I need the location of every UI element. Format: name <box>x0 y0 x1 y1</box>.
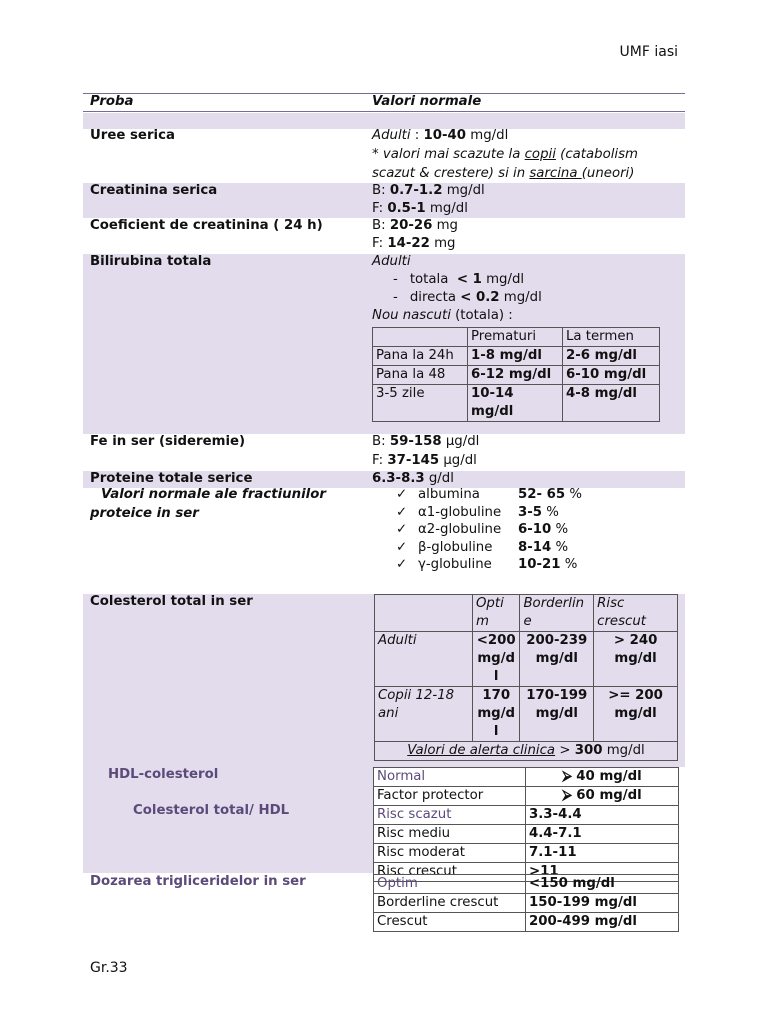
table-cell: Adulti <box>375 632 473 687</box>
table-cell: Optim <box>472 595 519 632</box>
list-item-value: 6-10 % <box>518 522 569 537</box>
table-row <box>375 595 678 632</box>
list-item-value: 52- 65 % <box>518 487 583 502</box>
table-cell: Prematuri <box>468 328 563 347</box>
list-item-value: 8-14 % <box>518 540 569 555</box>
creatinina-b: B: 0.7-1.2 mg/dl <box>372 183 485 198</box>
table-cell: 4.4-7.1 <box>526 825 679 844</box>
coef-b: B: 20-26 mg <box>372 218 458 233</box>
table-cell: 3.3-4.4 <box>526 806 679 825</box>
table-row <box>374 875 679 894</box>
table-row <box>374 787 679 806</box>
table-row <box>374 913 679 932</box>
fe-label: Fe in ser (sideremie) <box>90 434 246 449</box>
table-header-rule <box>83 111 685 112</box>
table-cell <box>375 595 473 632</box>
table-cell <box>373 328 468 347</box>
table-cell: <150 mg/dl <box>526 875 679 894</box>
table-cell: 6-12 mg/dl <box>468 366 563 385</box>
list-item-value: 10-21 % <box>518 557 578 572</box>
fe-f: F: 37-145 µg/dl <box>372 453 477 468</box>
colesterol-label: Colesterol total in ser <box>90 594 253 609</box>
shaded-row <box>83 113 685 129</box>
uree-line1: Adulti : 10-40 mg/dl <box>372 128 509 143</box>
check-icon: ✓ <box>396 505 408 520</box>
bilirubina-directa: - directa < 0.2 mg/dl <box>393 290 542 305</box>
ratio-label: Colesterol total/ HDL <box>133 803 290 818</box>
table-row <box>375 687 678 742</box>
table-cell: Copii 12-18 ani <box>375 687 473 742</box>
bilirubina-label: Bilirubina totala <box>90 254 212 269</box>
table-cell: 3-5 zile <box>373 385 468 422</box>
table-cell: Risc crescut <box>374 863 526 882</box>
table-cell: Borderline crescut <box>374 894 526 913</box>
table-cell: >11 <box>526 863 679 882</box>
table-cell: 200-239 mg/dl <box>520 632 594 687</box>
table-row <box>374 825 679 844</box>
hdl-label: HDL-colesterol <box>108 767 219 782</box>
table-cell: Risc scazut <box>374 806 526 825</box>
list-item: albumina <box>418 487 480 502</box>
table-row <box>373 385 660 422</box>
table-row <box>373 347 660 366</box>
list-item: γ-globuline <box>418 557 492 572</box>
uree-line3: scazut & crestere) si in sarcina (uneori) <box>372 166 635 181</box>
check-icon: ✓ <box>396 557 408 572</box>
table-row <box>373 328 660 347</box>
table-cell: Optim <box>374 875 526 894</box>
table-cell: <200 mg/dl <box>472 632 519 687</box>
table-cell: >= 200 mg/dl <box>594 687 678 742</box>
table-cell: 4-8 mg/dl <box>563 385 660 422</box>
creatinina-label: Creatinina serica <box>90 183 218 198</box>
table-cell: 170-199 mg/dl <box>520 687 594 742</box>
bilirubina-nou-nascuti: Nou nascuti (totala) : <box>372 308 513 323</box>
check-icon: ✓ <box>396 540 408 555</box>
table-cell: 1-8 mg/dl <box>468 347 563 366</box>
table-cell: Factor protector <box>374 787 526 806</box>
table-cell: Normal <box>374 768 526 787</box>
table-row <box>374 768 679 787</box>
check-icon: ✓ <box>396 522 408 537</box>
table-row <box>375 742 678 761</box>
hdl-ratio-table <box>373 767 679 882</box>
page-footer: Gr.33 <box>90 960 128 976</box>
table-cell: Pana la 24h <box>373 347 468 366</box>
page-header: UMF iasi <box>619 44 678 60</box>
table-cell: 150-199 mg/dl <box>526 894 679 913</box>
table-row <box>374 844 679 863</box>
table-cell: Risc moderat <box>374 844 526 863</box>
table-row <box>375 632 678 687</box>
table-cell: Pana la 48 <box>373 366 468 385</box>
list-item: β-globuline <box>418 540 493 555</box>
col-header-proba: Proba <box>90 94 134 109</box>
table-cell: ⮚ 40 mg/dl <box>526 768 679 787</box>
table-cell: 170 mg/dl <box>472 687 519 742</box>
table-cell: > 240 mg/dl <box>594 632 678 687</box>
table-row <box>374 894 679 913</box>
list-item: α2-globuline <box>418 522 502 537</box>
table-row <box>373 366 660 385</box>
table-cell: Borderline <box>520 595 594 632</box>
bilirubina-totala: - totala < 1 mg/dl <box>393 272 525 287</box>
table-cell: 200-499 mg/dl <box>526 913 679 932</box>
proteine-value: 6.3-8.3 g/dl <box>372 471 454 486</box>
colesterol-table <box>374 594 678 761</box>
list-item-value: 3-5 % <box>518 505 559 520</box>
check-icon: ✓ <box>396 487 408 502</box>
fractiuni-label-line2: proteice in ser <box>90 506 199 521</box>
table-cell: Risc mediu <box>374 825 526 844</box>
table-cell: Crescut <box>374 913 526 932</box>
col-header-valori: Valori normale <box>372 94 482 109</box>
table-cell: 10-14 mg/dl <box>468 385 563 422</box>
trigliceride-table <box>373 874 679 932</box>
uree-line2: * valori mai scazute la copii (catabolism <box>372 147 638 162</box>
table-cell: 7.1-11 <box>526 844 679 863</box>
creatinina-f: F: 0.5-1 mg/dl <box>372 201 468 216</box>
fractiuni-label-line1: Valori normale ale fractiunilor <box>101 487 326 502</box>
table-cell: Risc crescut <box>594 595 678 632</box>
trigliceride-label: Dozarea trigliceridelor in ser <box>90 874 306 889</box>
alert-cell: Valori de alerta clinica > 300 mg/dl <box>375 742 678 761</box>
uree-label: Uree serica <box>90 128 175 143</box>
bilirubina-table <box>372 327 660 422</box>
coef-f: F: 14-22 mg <box>372 236 456 251</box>
table-cell: 6-10 mg/dl <box>563 366 660 385</box>
proteine-label: Proteine totale serice <box>90 471 253 486</box>
fe-b: B: 59-158 µg/dl <box>372 434 480 449</box>
table-row <box>374 806 679 825</box>
table-cell: La termen <box>563 328 660 347</box>
coef-label: Coeficient de creatinina ( 24 h) <box>90 218 323 233</box>
list-item: α1-globuline <box>418 505 502 520</box>
table-cell: ⮚ 60 mg/dl <box>526 787 679 806</box>
table-cell: 2-6 mg/dl <box>563 347 660 366</box>
bilirubina-adulti: Adulti <box>372 254 411 269</box>
